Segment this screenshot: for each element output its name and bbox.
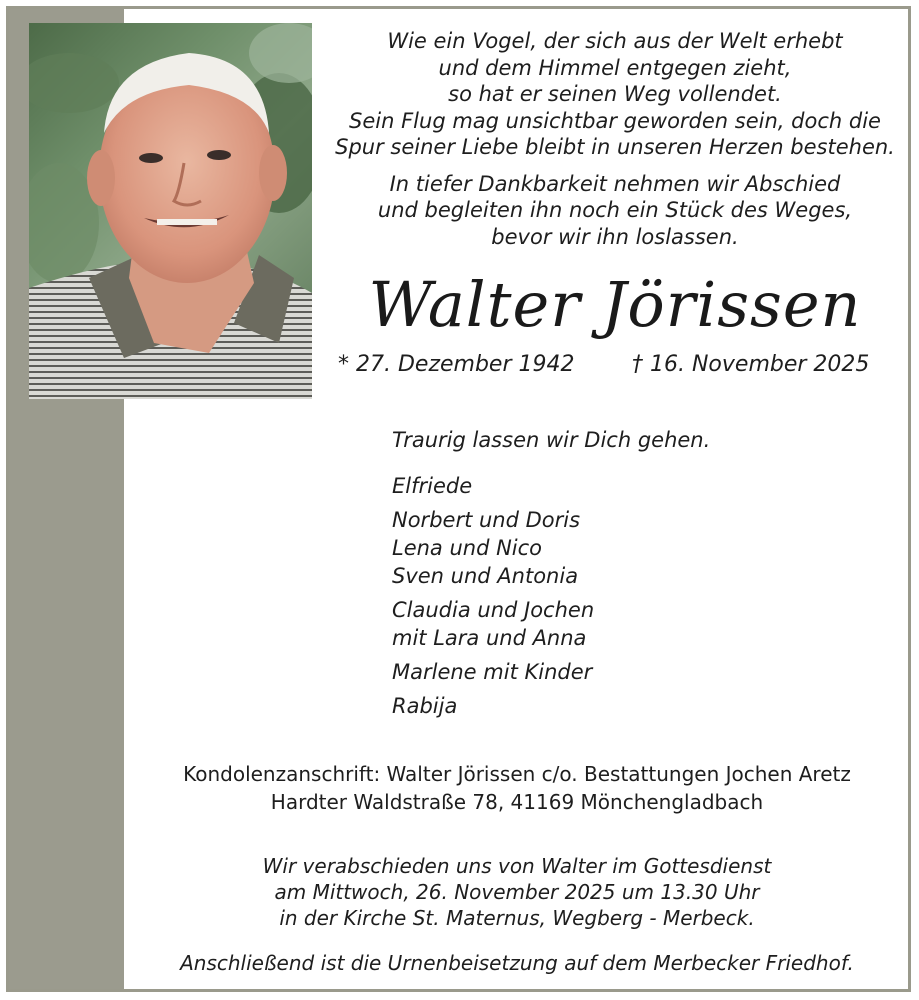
mourner-name: Norbert und Doris: [392, 508, 581, 532]
deceased-name: Walter Jörissen: [368, 268, 862, 341]
portrait-photo: [29, 23, 312, 399]
poem-line: bevor wir ihn loslassen.: [491, 224, 739, 249]
address-line: Kondolenzanschrift: Walter Jörissen c/o. Bestattungen Jochen Aretz: [183, 762, 851, 786]
poem-line: In tiefer Dankbarkeit nehmen wir Abschied: [389, 171, 841, 196]
memorial-poem: [320, 28, 910, 260]
service-line: in der Kirche St. Maternus, Wegberg - Merbeck.: [279, 906, 755, 930]
burial-info: Anschließend ist die Urnenbeisetzung auf dem Merbecker Friedhof.: [180, 951, 854, 975]
poem-line: Wie ein Vogel, der sich aus der Welt erhebt: [387, 29, 843, 53]
service-line: Wir verabschieden uns von Walter im Gottesdienst: [262, 854, 772, 878]
mourners-intro: Traurig lassen wir Dich gehen.: [392, 428, 711, 452]
mourners-list: [392, 426, 892, 726]
poem-stanza-2: [320, 171, 910, 251]
mourner-group: [392, 472, 892, 500]
death-date: † 16. November 2025: [632, 352, 870, 377]
poem-line: so hat er seinen Weg vollendet.: [448, 82, 782, 106]
condolence-address: [124, 760, 910, 816]
poem-line: und dem Himmel entgegen zieht,: [438, 55, 792, 80]
mourner-name: Claudia und Jochen: [392, 598, 595, 622]
mourner-group: [392, 658, 892, 686]
address-line: Hardter Waldstraße 78, 41169 Mönchengladbach: [270, 790, 764, 814]
mourner-group: [392, 596, 892, 652]
birth-date: * 27. Dezember 1942: [338, 352, 575, 377]
service-line: am Mittwoch, 26. November 2025 um 13.30 Uhr: [274, 880, 760, 904]
mourner-name: Lena und Nico: [392, 536, 543, 560]
poem-stanza-1: [320, 28, 910, 161]
funeral-service-info: [124, 853, 910, 931]
mourner-group: [392, 692, 892, 720]
mourner-name: Elfriede: [392, 474, 473, 498]
mourner-name: Rabija: [392, 694, 458, 718]
mourner-name: Sven und Antonia: [392, 564, 579, 588]
mourner-name: mit Lara und Anna: [392, 626, 587, 650]
poem-line: Spur seiner Liebe bleibt in unseren Herzen bestehen.: [335, 135, 895, 159]
poem-line: Sein Flug mag unsichtbar geworden sein, doch die: [349, 108, 881, 133]
mourner-name: Marlene mit Kinder: [392, 660, 593, 684]
mourner-group: [392, 506, 892, 590]
poem-line: und begleiten ihn noch ein Stück des Weges,: [377, 198, 853, 222]
